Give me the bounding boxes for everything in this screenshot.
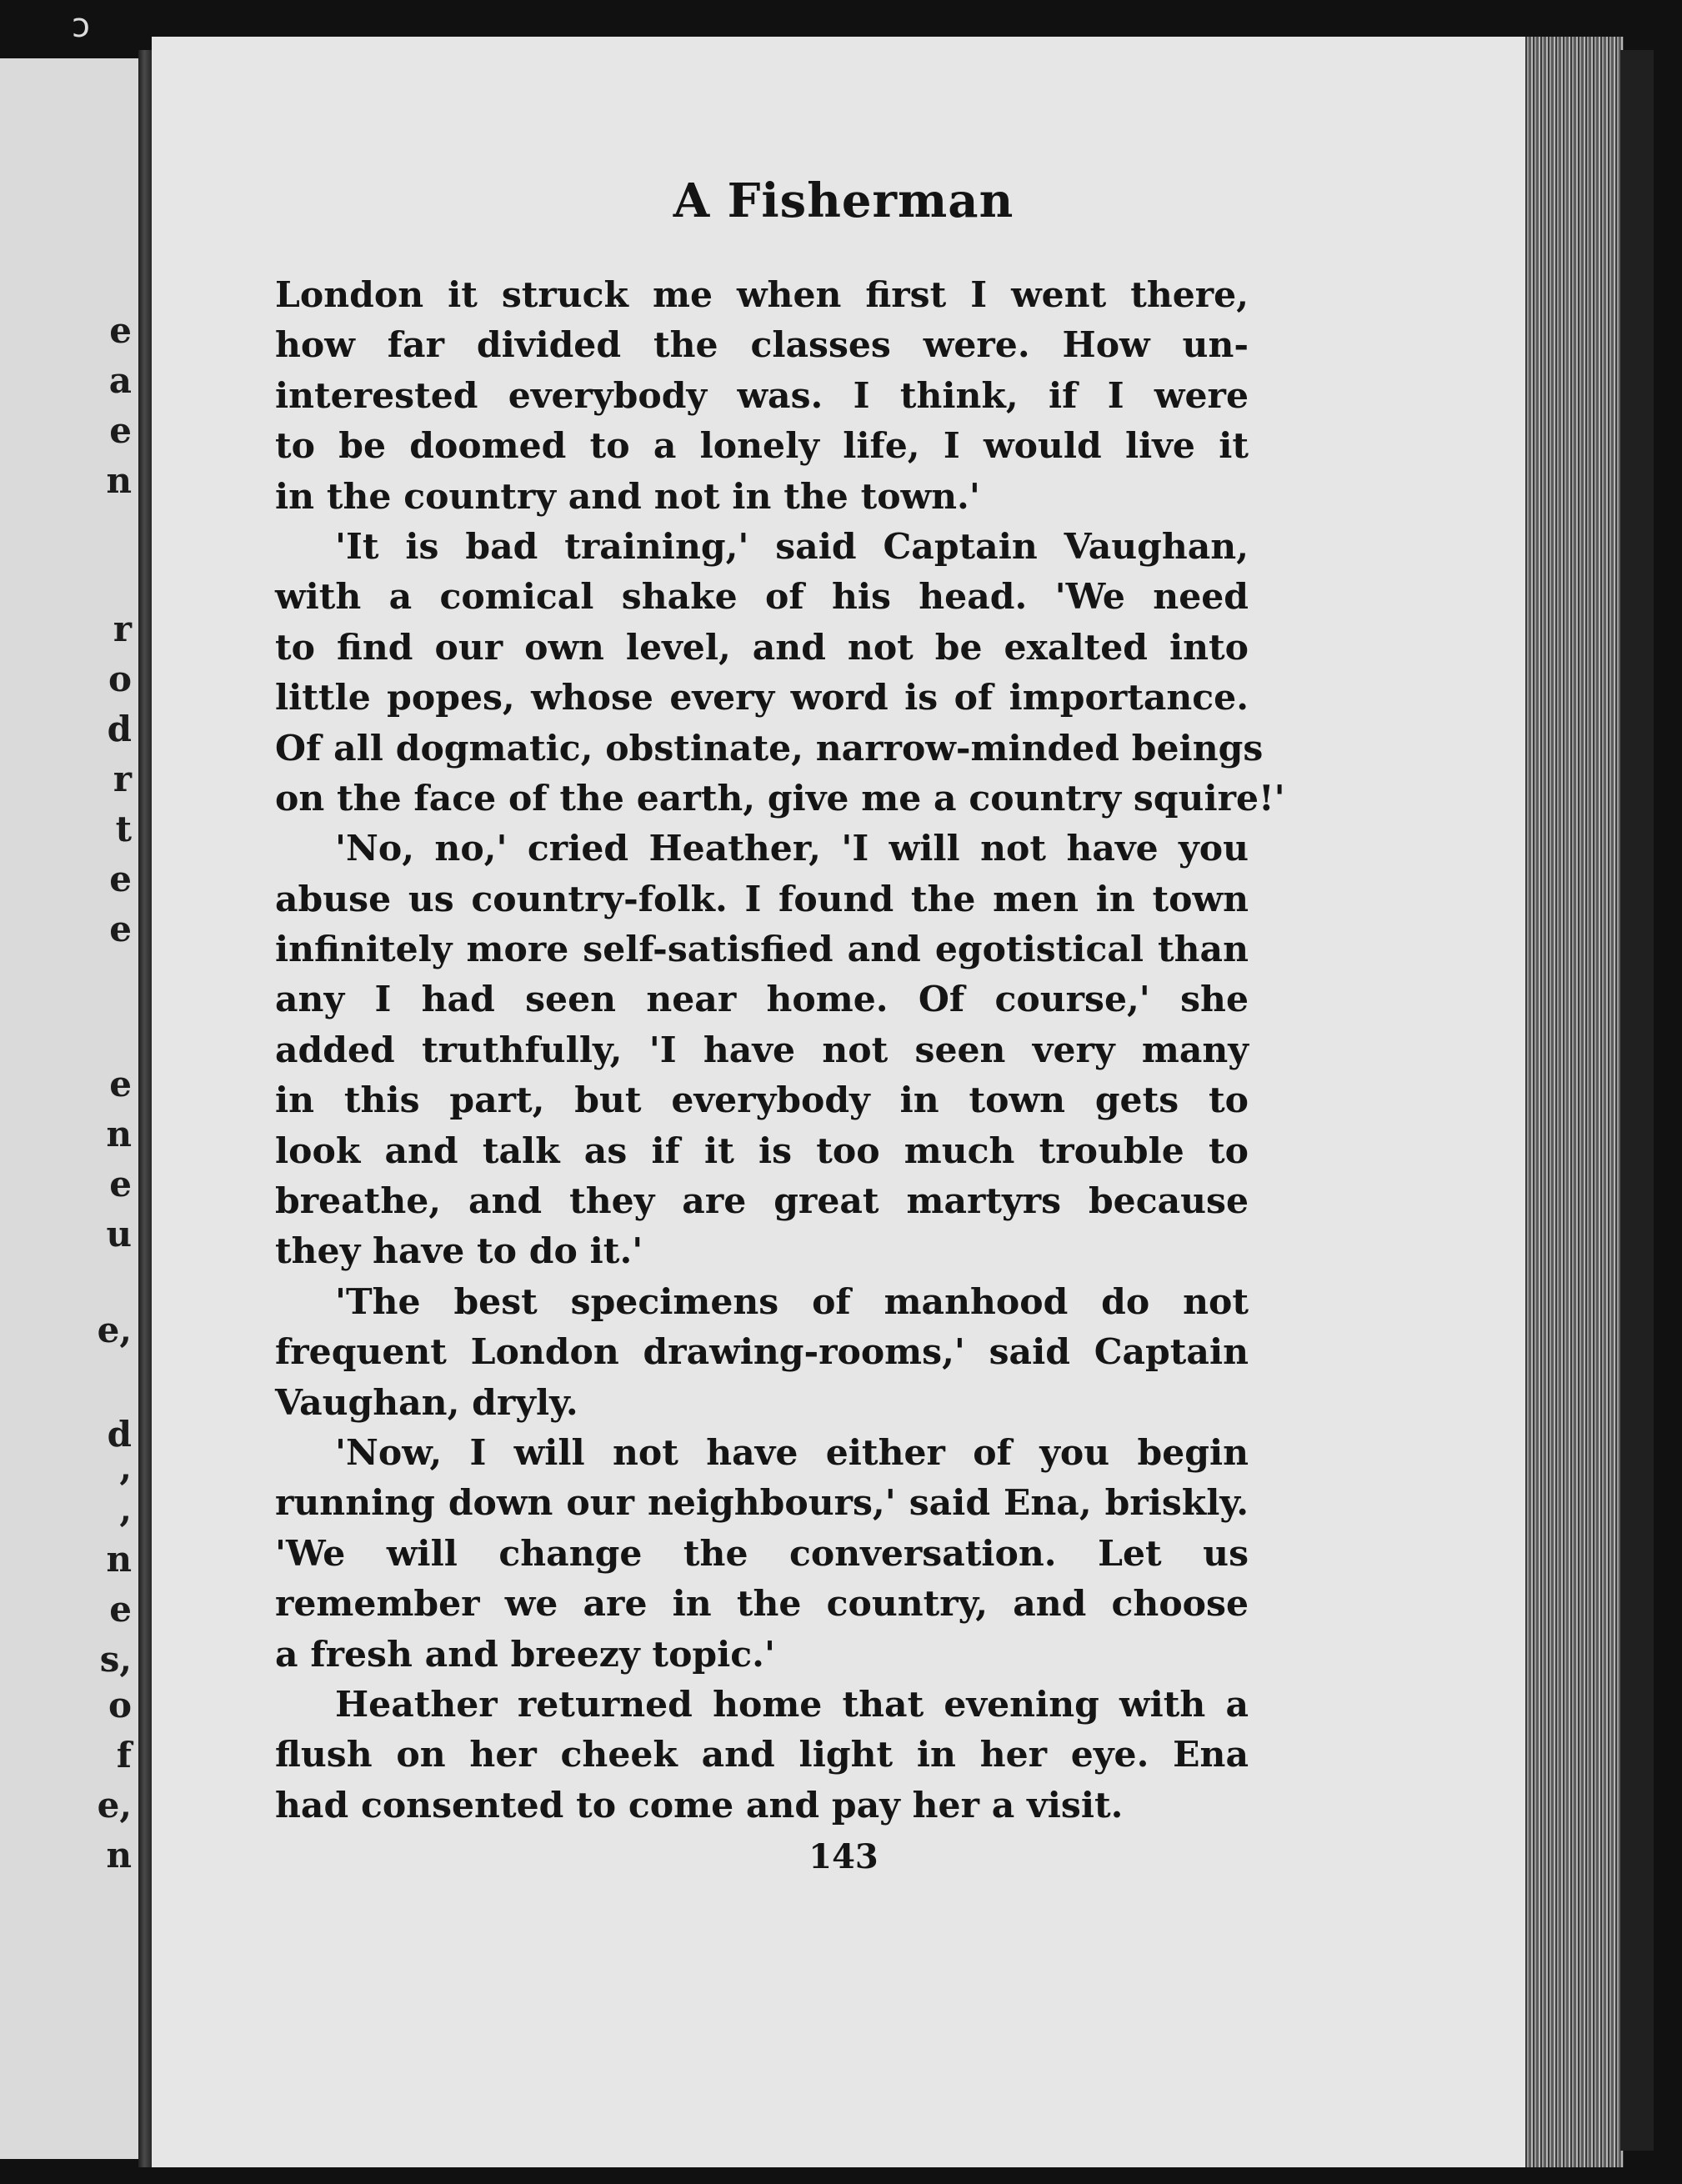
text-line: on the face of the earth, give me a country squire!' [275, 777, 1285, 819]
edge-char: d [107, 1414, 132, 1455]
text-line: they have to do it.' [275, 1230, 643, 1273]
text-line: to find our own level, and not be exalted into [275, 626, 1249, 669]
scan-corner-mark: ↄ [72, 7, 90, 45]
edge-char: n [106, 1835, 132, 1876]
edge-char: f [116, 1735, 132, 1776]
page-number: 143 [808, 1837, 879, 1876]
text-line: 'It is bad training,' said Captain Vaughan, [335, 525, 1249, 568]
edge-char: e [109, 1064, 132, 1105]
edge-char: e [109, 1589, 132, 1630]
edge-char: , [119, 1447, 132, 1488]
body-text [275, 270, 1285, 1831]
text-line: in this part, but everybody in town gets to [275, 1079, 1249, 1122]
text-line: added truthfully, 'I have not seen very many [275, 1029, 1249, 1071]
edge-char: u [106, 1214, 132, 1255]
text-line: 'The best specimens of manhood do not [335, 1280, 1249, 1323]
text-line: frequent London drawing-rooms,' said Captain [275, 1331, 1249, 1374]
edge-char: d [107, 709, 132, 749]
text-line: breathe, and they are great martyrs because [275, 1180, 1249, 1223]
edge-char: r [113, 759, 132, 799]
edge-char: r [113, 609, 132, 649]
previous-page-edge [0, 58, 143, 2159]
edge-char: , [119, 1489, 132, 1530]
edge-char: n [106, 460, 132, 501]
text-line: flush on her cheek and light in her eye. Ena [275, 1734, 1249, 1776]
text-line: Heather returned home that evening with a [335, 1683, 1249, 1726]
text-line: in the country and not in the town.' [275, 475, 980, 518]
edge-char: e [109, 1164, 132, 1205]
text-line: abuse us country-folk. I found the men in town [275, 878, 1249, 920]
edge-char: e, [97, 1310, 132, 1350]
text-line: any I had seen near home. Of course,' she [275, 979, 1249, 1021]
edge-char: o [108, 659, 132, 699]
edge-char: n [106, 1539, 132, 1580]
text-line: little popes, whose every word is of importance. [275, 677, 1249, 719]
edge-char: t [115, 809, 132, 849]
text-line: had consented to come and pay her a visit. [275, 1784, 1124, 1826]
text-line: look and talk as if it is too much trouble to [275, 1130, 1249, 1172]
text-line: interested everybody was. I think, if I were [275, 374, 1249, 417]
edge-char: n [106, 1114, 132, 1155]
text-line: a fresh and breezy topic.' [275, 1633, 775, 1676]
edge-char: a [108, 360, 132, 401]
text-line: London it struck me when first I went there, [275, 274, 1249, 316]
edge-char: e [109, 859, 132, 899]
text-line: 'We will change the conversation. Let us [275, 1532, 1249, 1575]
edge-char: e, [97, 1785, 132, 1826]
text-line: Of all dogmatic, obstinate, narrow-minded beings [275, 727, 1264, 769]
page-block-shadow [1620, 50, 1654, 2151]
text-line: to be doomed to a lonely life, I would live it [275, 425, 1249, 468]
text-line: infinitely more self-satisfied and egotistical than [275, 929, 1249, 971]
edge-char: o [108, 1685, 132, 1726]
text-line: 'No, no,' cried Heather, 'I will not have you [335, 828, 1249, 870]
edge-char: e [109, 909, 132, 949]
text-line: how far divided the classes were. How un- [275, 324, 1249, 367]
text-line: Vaughan, dryly. [275, 1381, 578, 1424]
edge-char: e [109, 310, 132, 351]
edge-char: s, [99, 1639, 132, 1680]
page-block-edge [1525, 37, 1624, 2167]
edge-char: e [109, 410, 132, 451]
text-line: 'Now, I will not have either of you begin [335, 1431, 1249, 1474]
text-line: with a comical shake of his head. 'We need [275, 576, 1249, 619]
running-head: A Fisherman [673, 173, 1014, 228]
text-line: remember we are in the country, and choose [275, 1583, 1249, 1625]
text-line: running down our neighbours,' said Ena, briskly. [275, 1482, 1249, 1525]
